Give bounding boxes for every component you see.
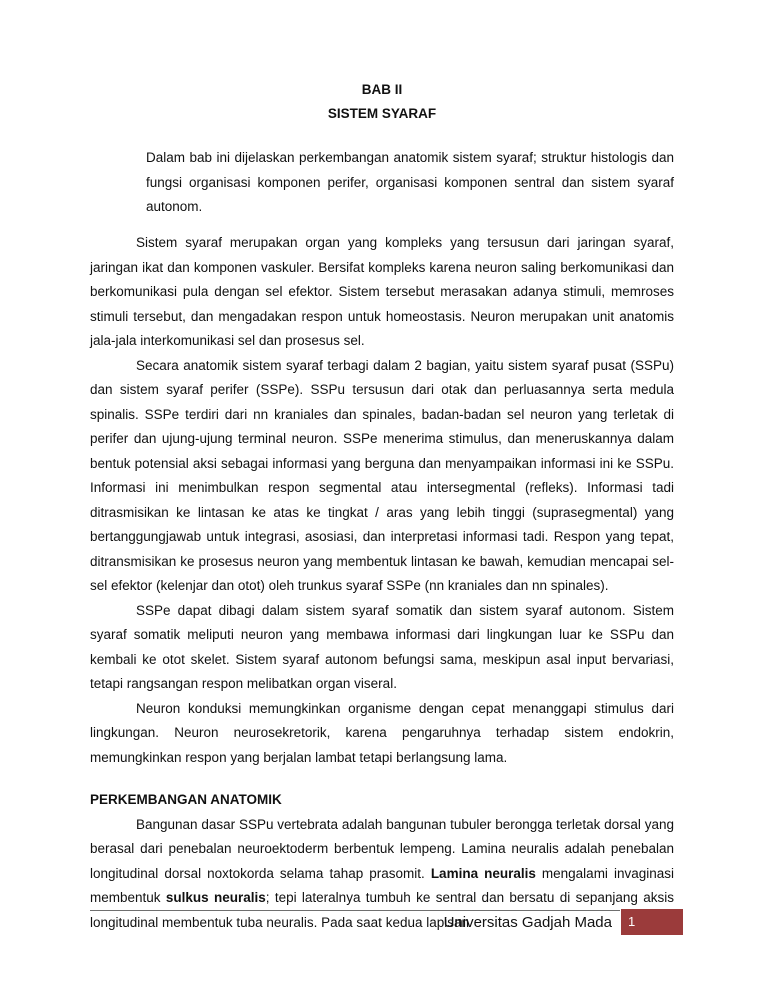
section-heading: PERKEMBANGAN ANATOMIK [90, 792, 282, 807]
chapter-abstract: Dalam bab ini dijelaskan perkembangan anatomik sistem syaraf; struktur histologis dan fungsi organisasi komponen perifer, organisasi komponen sentral dan sistem syaraf autonom. [146, 150, 674, 214]
page-number-badge [621, 909, 683, 935]
paragraph: Secara anatomik sistem syaraf terbagi dalam 2 bagian, yaitu sistem syaraf pusat (SSPu) dan sistem syaraf perifer (SSPe). SSPu tersusun dari otak dan perluasannya serta medula spinalis. SSPe terdiri dari nn kraniales dan spinales, badan-badan sel neuron yang terletak di perifer dan ujung-ujung terminal neuron. SSPe menerima stimulus, dan meneruskannya dalam bentuk potensial aksi sebagai informasi yang berguna dan menyampaikan informasi ini ke SSPu. Informasi ini menimbulkan respon segmental atau intersegmental (refleks). Informasi tadi ditrasmisikan ke lintasan ke atas ke tingkat / aras yang lebih tinggi (suprasegmental) yang bertanggungjawab untuk integrasi, asosiasi, dan interpretasi informasi tadi. Respon yang tepat, ditransmisikan ke prosesus neuron yang membentuk lintasan ke bawah, kemudian mencapai sel-sel efektor (kelenjar dan otot) oleh trunkus syaraf SSPe (nn kraniales dan nn spinales). [90, 357, 674, 593]
bold-term: Lamina neuralis [430, 865, 536, 881]
footer-institution: Universitas Gadjah Mada [443, 914, 612, 931]
chapter-label: BAB II [361, 82, 403, 97]
paragraph-text: Bangunan dasar SSPu vertebrata adalah bangunan tubuler berongga terletak dorsal yang berasal dari penebalan neuroektoderm berbentuk lempeng. Lamina neuralis adalah penebalan longitudinal dorsal noxtokorda selama tahap prasomit. [90, 816, 674, 881]
bold-term: sulkus neuralis [165, 890, 266, 905]
chapter-title: SISTEM SYARAF [327, 106, 437, 121]
paragraph: Neuron konduksi memungkinkan organisme dengan cepat menanggapi stimulus dari lingkungan. Neuron neurosekretorik, karena pengaruhnya terhadap sistem endokrin, memungkinkan respon yang berjalan lambat tetapi berlangsung lama. [90, 700, 674, 765]
paragraph-text: mengalami invaginasi membentuk [90, 865, 674, 905]
paragraph: Sistem syaraf merupakan organ yang kompleks yang tersusun dari jaringan syaraf, jaringan ikat dan komponen vaskuler. Bersifat kompleks karena neuron saling berkomunikasi dan berkomunikasi pula dengan sel efektor. Sistem tersebut merasakan adanya stimuli, memroses stimuli tersebut, dan mengadakan respon untuk homeostasis. Neuron merupakan unit anatomis jala-jala interkomunikasi sel dan prosesus sel. [90, 235, 674, 348]
footer-divider [90, 910, 620, 911]
body-text [90, 231, 674, 935]
paragraph-text: ; tepi lateralnya tumbuh ke sentral dan bersatu di sepanjang aksis longitudinal membentuk tuba neuralis. Pada saat kedua lapisan [90, 890, 674, 930]
paragraph: SSPe dapat dibagi dalam sistem syaraf somatik dan sistem syaraf autonom. Sistem syaraf somatik meliputi neuron yang membawa informasi dari lingkungan luar ke SSPu dan kembali ke otot skelet. Sistem syaraf autonom befungsi sama, meskipun asal input bervariasi, tetapi rangsangan respon melibatkan organ viseral. [90, 602, 674, 691]
page-number: 1 [628, 914, 636, 929]
